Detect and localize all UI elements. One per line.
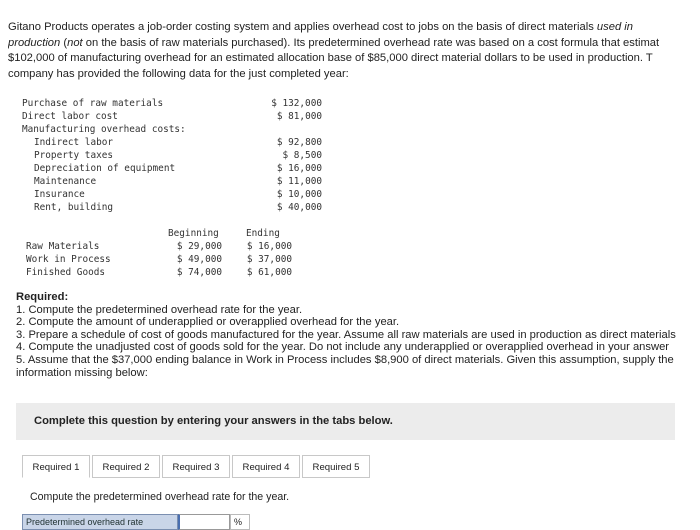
inventory-beginning: $ 74,000 — [176, 267, 222, 278]
required-item-3: 3. Prepare a schedule of cost of goods manufactured for the year. Assume all raw materials are used in production as direct materials — [16, 328, 676, 341]
row-label: Insurance — [34, 189, 85, 200]
col-header-ending: Ending — [246, 228, 280, 239]
row-amount: $ 40,000 — [276, 202, 322, 213]
inventory-label: Work in Process — [26, 254, 111, 265]
row-amount: $ 92,800 — [276, 137, 322, 148]
row-label: Property taxes — [34, 150, 114, 161]
row-label: Maintenance — [34, 176, 97, 187]
inventory-ending: $ 61,000 — [246, 267, 292, 278]
inventory-beginning: $ 49,000 — [176, 254, 222, 265]
row-label: Indirect labor — [34, 137, 114, 148]
answer-label: Predetermined overhead rate — [22, 514, 178, 530]
required-item-5: 5. Assume that the $37,000 ending balance in Work in Process includes $8,900 of direct materials. Given this assumption, supply the — [16, 353, 674, 366]
tab-required-1[interactable]: Required 1 — [22, 455, 90, 478]
inventory-ending: $ 16,000 — [246, 241, 292, 252]
instruction-banner — [16, 403, 675, 440]
row-label: Depreciation of equipment — [34, 163, 176, 174]
row-amount: $ 81,000 — [276, 111, 322, 122]
required-item-1: 1. Compute the predetermined overhead rate for the year. — [16, 303, 303, 316]
row-amount: $ 132,000 — [271, 98, 322, 109]
task-prompt: Compute the predetermined overhead rate for the year. — [30, 491, 290, 503]
required-section — [16, 291, 700, 379]
inventory-beginning: $ 29,000 — [176, 241, 222, 252]
overhead-rate-input[interactable] — [178, 514, 230, 530]
row-amount: $ 11,000 — [276, 176, 322, 187]
required-item-4: 4. Compute the unadjusted cost of goods sold for the year. Do not include any underapplied or overapplied overhead in your answer — [16, 341, 670, 354]
row-label: Rent, building — [34, 202, 114, 213]
required-heading: Required: — [16, 291, 69, 303]
row-amount: $ 8,500 — [282, 150, 322, 161]
intro-line-1: Gitano Products operates a job-order costing system and applies overhead cost to jobs on the basis of direct materials used in — [8, 21, 633, 33]
intro-line-4: company has provided the following data for the just completed year: — [8, 67, 349, 80]
tab-required-5[interactable]: Required 5 — [302, 455, 370, 478]
tab-required-2[interactable]: Required 2 — [92, 455, 160, 478]
tab-required-3[interactable]: Required 3 — [162, 455, 230, 478]
col-header-beginning: Beginning — [168, 228, 219, 239]
inventory-label: Finished Goods — [26, 267, 106, 278]
inventory-ending: $ 37,000 — [246, 254, 292, 265]
inventory-label: Raw Materials — [26, 241, 100, 252]
row-label: Direct labor cost — [22, 111, 118, 122]
instruction-text: Complete this question by entering your answers in the tabs below. — [34, 415, 393, 427]
required-item-5-cont: information missing below: — [16, 366, 148, 379]
required-item-2: 2. Compute the amount of underapplied or overapplied overhead for the year. — [16, 316, 400, 329]
row-amount: $ 10,000 — [276, 189, 322, 200]
percent-unit: % — [230, 514, 250, 530]
row-label: Manufacturing overhead costs: — [22, 124, 186, 135]
problem-intro — [8, 20, 698, 82]
tab-required-4[interactable]: Required 4 — [232, 455, 300, 478]
row-label: Purchase of raw materials — [22, 98, 164, 109]
intro-line-3: $102,000 of manufacturing overhead for an estimated allocation base of $85,000 direct material dollars to be used in production. T — [8, 52, 653, 65]
intro-line-2: production (not on the basis of raw materials purchased). Its predetermined overhead rate was based on a cost formula that estimat — [8, 36, 660, 49]
row-amount: $ 16,000 — [276, 163, 322, 174]
